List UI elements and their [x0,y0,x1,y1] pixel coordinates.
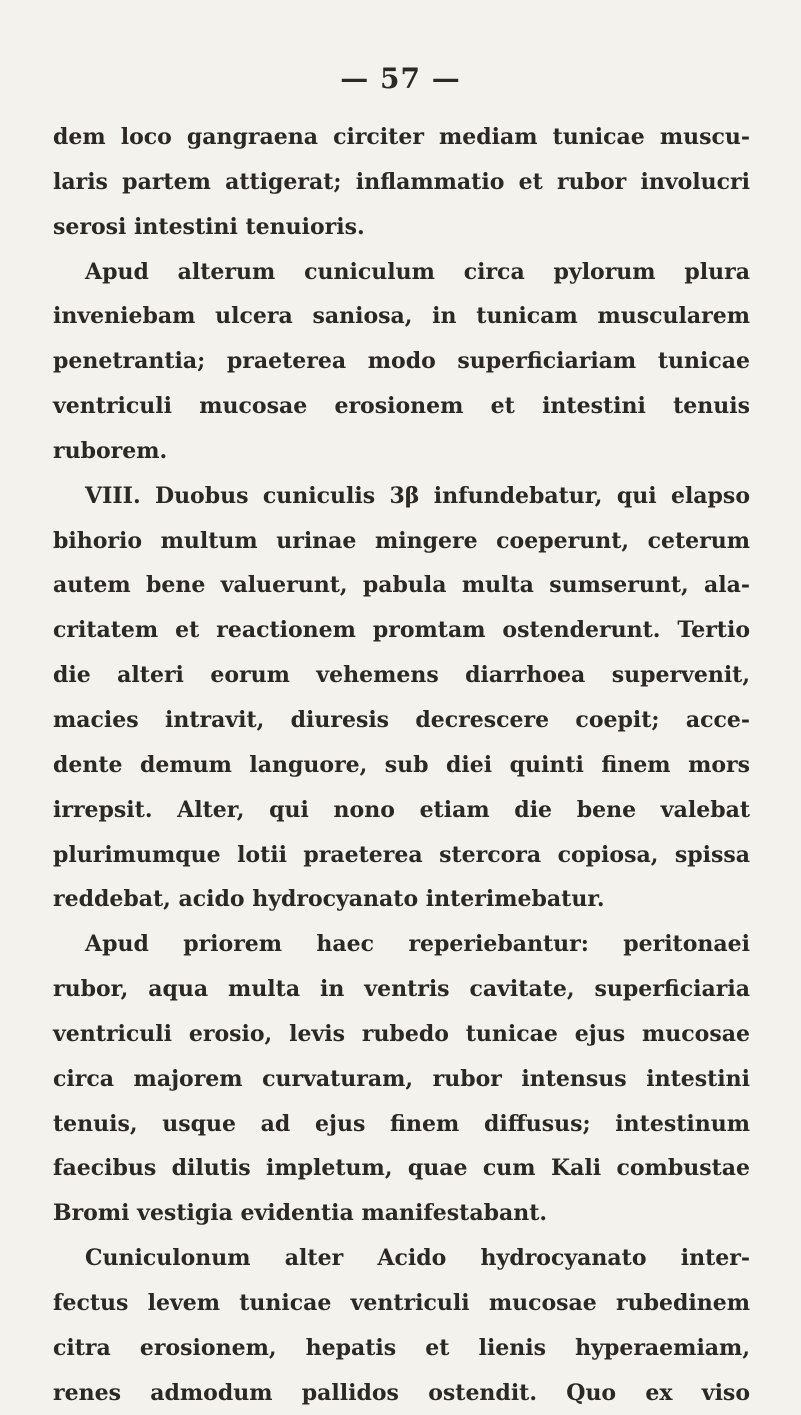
text-line: autem bene valuerunt, pabula multa sumserunt, ala- [53,572,750,599]
text-line: dente demum languore, sub diei quinti finem mors [53,751,750,778]
text-line: fectus levem tunicae ventriculi mucosae rubedinem [53,1289,750,1316]
text-line: inveniebam ulcera saniosa, in tunicam muscularem [53,303,750,330]
text-line: dem loco gangraena circiter mediam tunicae muscu- [53,124,750,150]
text-line: die alteri eorum vehemens diarrhoea supervenit, [53,662,750,689]
text-line: bihorio multum urinae mingere coeperunt, ceterum [53,527,750,554]
text-line: circa majorem curvaturam, rubor intensus intestini [53,1065,750,1092]
text-line: faecibus dilutis impletum, quae cum Kali combustae [53,1155,750,1182]
text-line: Apud alterum cuniculum circa pylorum plura [85,258,750,285]
text-line: plurimumque lotii praeterea stercora copiosa, spissa [53,841,750,868]
text-line: citra erosionem, hepatis et lienis hyperaemiam, [53,1334,750,1361]
text-line: Apud priorem haec reperiebantur: peritonaei [85,931,750,958]
text-line: ventriculi mucosae erosionem et intestini tenuis [53,393,750,420]
text-line: penetrantia; praeterea modo superficiariam tunicae [53,348,750,375]
text-line: Cuniculonum alter Acido hydrocyanato inter- [85,1245,750,1272]
text-line: reddebat, acido hydrocyanato interimebatur. [53,886,605,913]
text-line: irrepsit. Alter, qui nono etiam die bene valebat [53,796,750,823]
text-line: macies intravit, diuresis decrescere coepit; acce- [53,706,750,733]
text-line: tenuis, usque ad ejus finem diffusus; intestinum [53,1110,750,1137]
text-line: Bromi vestigia evidentia manifestabant. [53,1200,548,1227]
page-number: — 57 — [340,62,461,95]
text-line: serosi intestini tenuioris. [53,213,365,240]
text-line: laris partem attigerat; inflammatio et rubor involucri [53,168,750,195]
text-line: critatem et reactionem promtam ostenderunt. Tertio [53,617,750,644]
text-line: ventriculi erosio, levis rubedo tunicae ejus mucosae [53,1020,750,1047]
text-line: renes admodum pallidos ostendit. Quo ex viso [53,1379,750,1406]
text-line: VIII. Duobus cuniculis 3β infundebatur, qui elapso [85,482,750,509]
text-line: ruborem. [53,437,168,464]
text-line: rubor, aqua multa in ventris cavitate, superficiaria [53,976,750,1003]
page-text [53,115,750,1415]
